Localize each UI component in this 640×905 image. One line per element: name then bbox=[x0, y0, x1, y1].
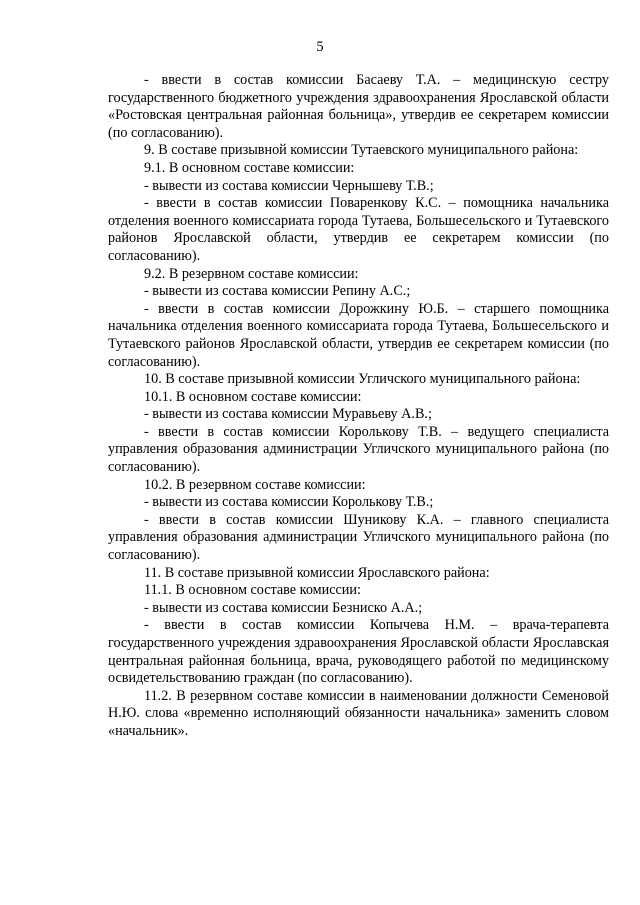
list-item: - вывести из состава комиссии Чернышеву Т.В.; bbox=[144, 177, 434, 194]
paragraph: - ввести в состав комиссии Басаеву Т.А. – медицинскую сестру государственного бюджетного учреждения здравоохранения Ярославской области «Ростовская центральная районная больница», утвердив ее секретарем комиссии (по согласованию). bbox=[108, 72, 609, 141]
list-item: - ввести в состав комиссии Поваренкову К.С. – помощника начальника отделения военного комиссариата города Тутаева, Большесельского и Тутаевского районов Ярославской области, утвердив ее секретарем комиссии (по согласованию). bbox=[108, 195, 609, 264]
subsection-heading: 11.1. В основном составе комиссии: bbox=[144, 582, 361, 599]
section-heading: 9. В составе призывной комиссии Тутаевского муниципального района: bbox=[144, 142, 579, 159]
list-item: - ввести в состав комиссии Шуникову К.А. – главного специалиста управления образования администрации Угличского муниципального района (по согласованию). bbox=[108, 511, 609, 564]
page-number: 5 bbox=[316, 39, 324, 55]
list-item: - ввести в состав комиссии Дорожкину Ю.Б. – старшего помощника начальника отделения военного комиссариата города Тутаева, Большесельского и Тутаевского районов Ярославской области, утвердив ее секретарем комиссии (по согласованию). bbox=[108, 300, 609, 370]
subsection-heading: 9.1. В основном составе комиссии: bbox=[144, 159, 355, 176]
list-item: - ввести в состав комиссии Королькову Т.В. – ведущего специалиста управления образования администрации Угличского муниципального района (по согласованию). bbox=[108, 423, 609, 476]
subsection-paragraph: 11.2. В резервном составе комиссии в наименовании должности Семеновой Н.Ю. слова «временно исполняющий обязанности начальника» заменить словом «начальник». bbox=[108, 687, 609, 739]
list-item: - вывести из состава комиссии Безниско А.А.; bbox=[144, 599, 423, 616]
section-heading: 10. В составе призывной комиссии Угличского муниципального района: bbox=[144, 371, 581, 388]
subsection-heading: 10.2. В резервном составе комиссии: bbox=[144, 476, 366, 493]
list-item: - вывести из состава комиссии Королькову Т.В.; bbox=[144, 494, 434, 511]
section-heading: 11. В составе призывной комиссии Ярославского района: bbox=[144, 564, 490, 581]
list-item: - вывести из состава комиссии Муравьеву А.В.; bbox=[144, 406, 432, 423]
document-body bbox=[108, 72, 609, 741]
list-item: - вывести из состава комиссии Репину А.С.; bbox=[144, 283, 411, 300]
list-item: - ввести в состав комиссии Копычева Н.М. – врача-терапевта государственного учреждения здравоохранения Ярославской области Ярославская центральная районная больница, врача, руководящего работой по медицинскому освидетельствованию граждан (по согласованию). bbox=[108, 617, 609, 687]
subsection-heading: 9.2. В резервном составе комиссии: bbox=[144, 265, 359, 282]
subsection-heading: 10.1. В основном составе комиссии: bbox=[144, 388, 362, 405]
